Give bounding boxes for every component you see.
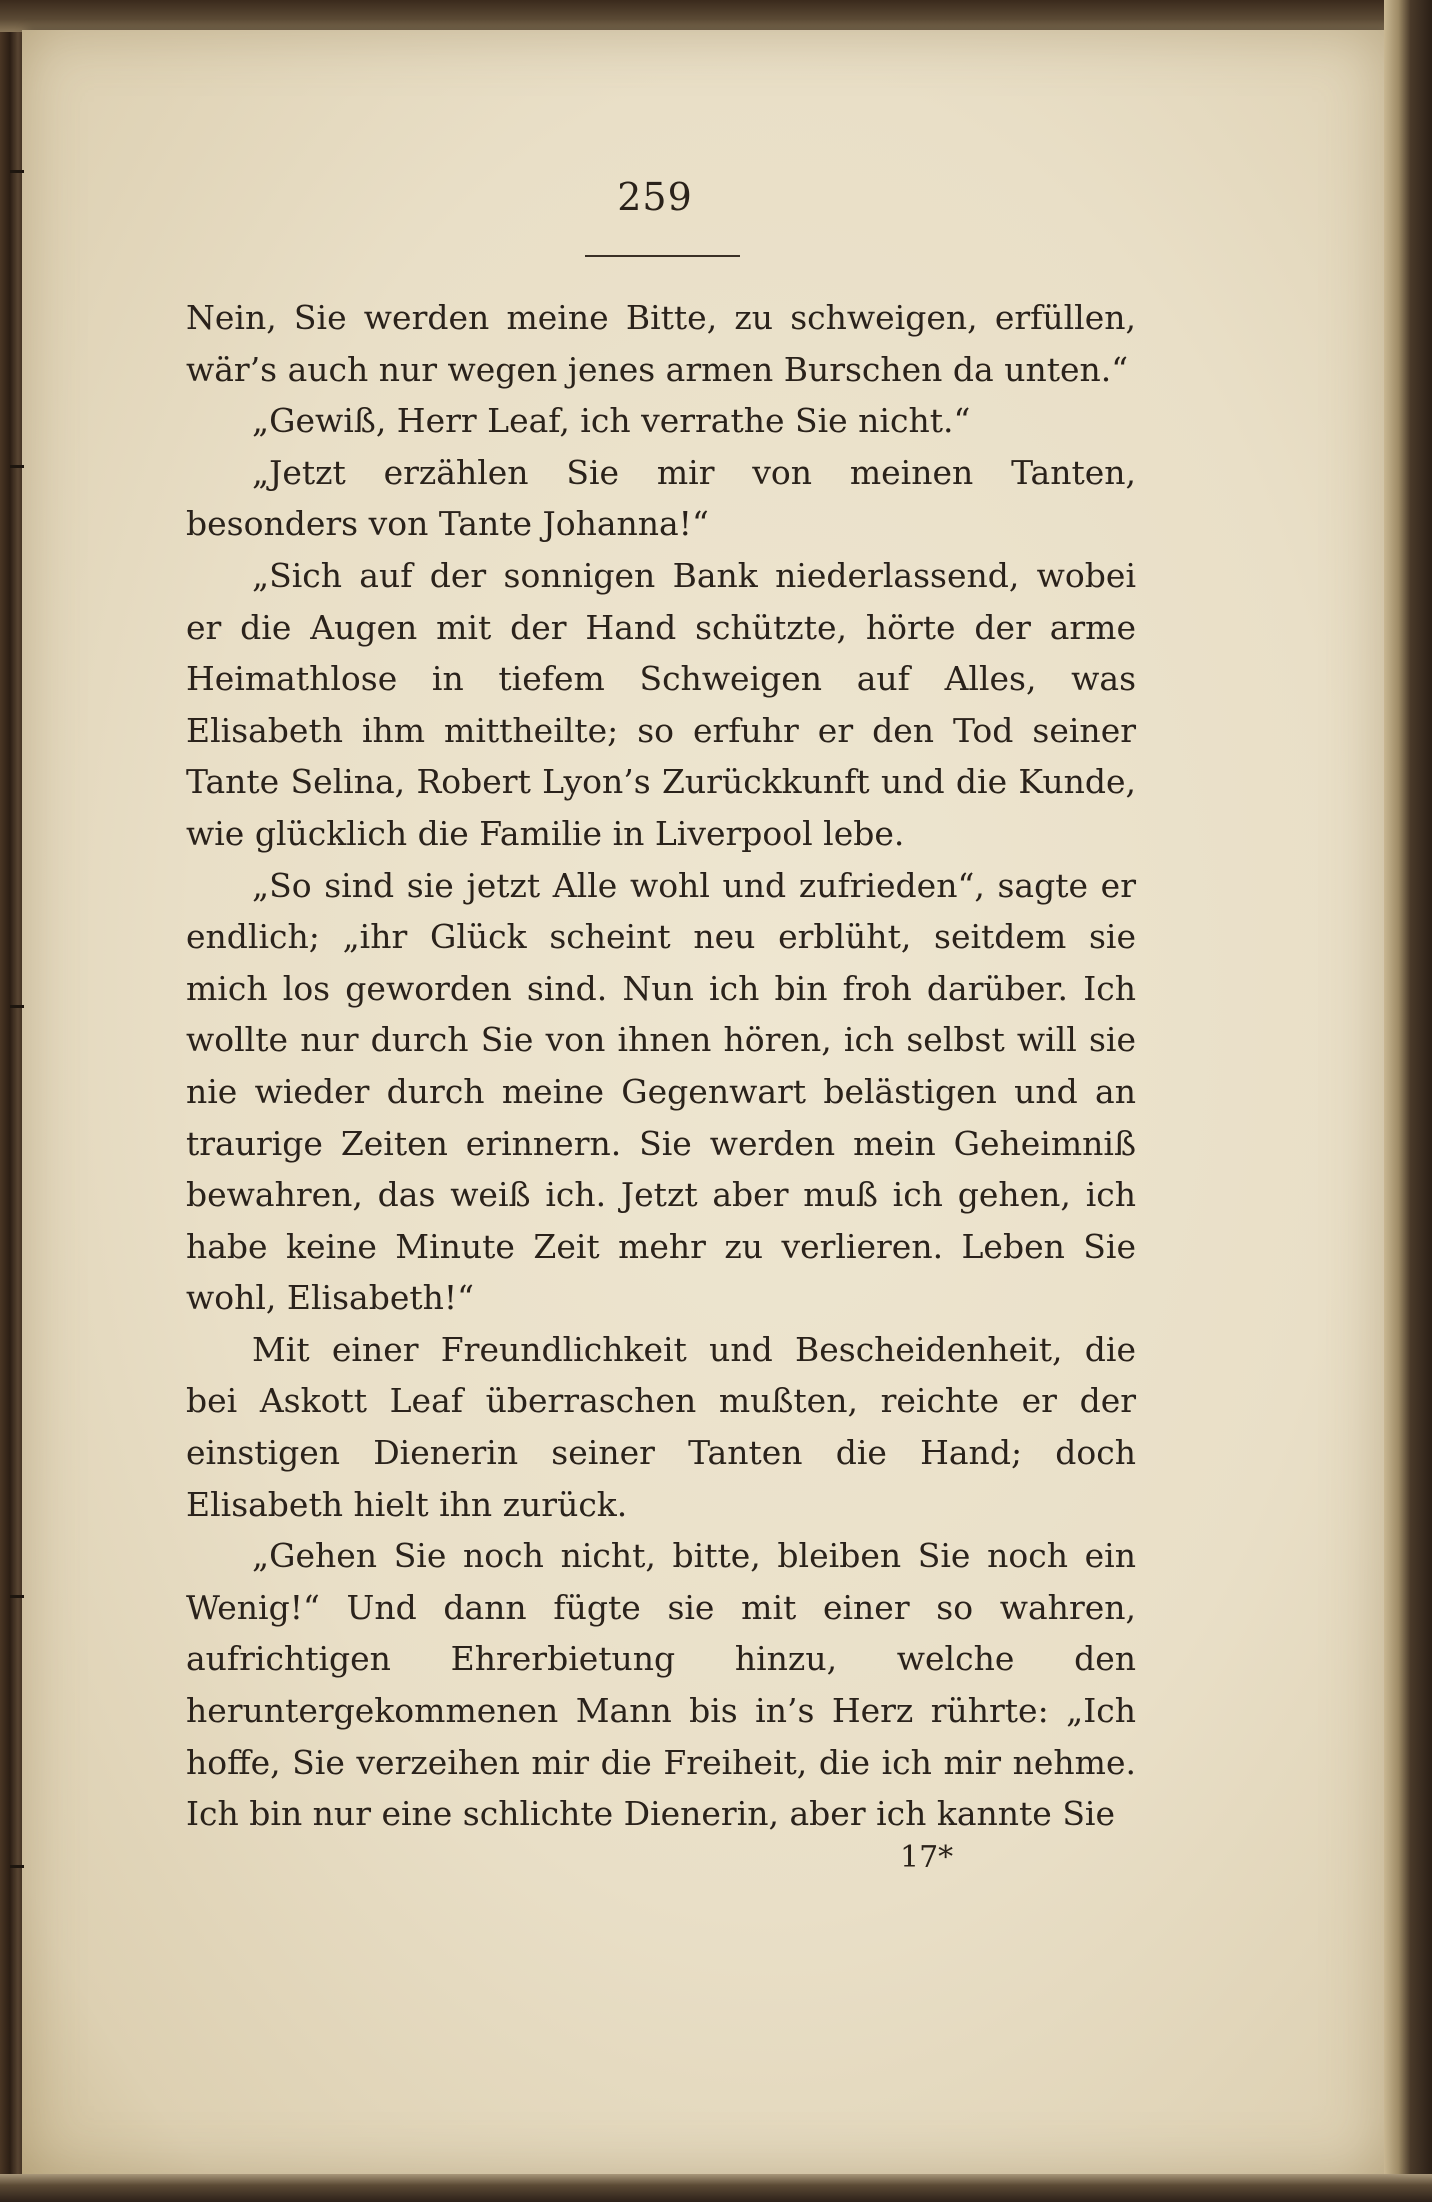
page-number: 259 — [617, 175, 693, 219]
margin-tick-mark — [10, 465, 24, 468]
book-bottom-edge — [0, 2174, 1432, 2202]
book-binding-edge — [1384, 0, 1432, 2202]
paragraph: „So sind sie jetzt Alle wohl und zufrieden“, sagte er endlich; „ihr Glück scheint neu erblüht, seitdem sie mich los geworden sind. Nun ich bin froh darüber. Ich wollte nur durch Sie von ihnen hören, ich selbst will sie nie wieder durch meine Gegenwart belästigen und an traurige Zeiten erinnern. Sie werden mein Geheimniß bewahren, das weiß ich. Jetzt aber muß ich gehen, ich habe keine Minute Zeit mehr zu verlieren. Leben Sie wohl, Elisabeth!“ — [186, 865, 1136, 1318]
paragraph: „Sich auf der sonnigen Bank niederlassend, wobei er die Augen mit der Hand schützte, hörte der arme Heimathlose in tiefem Schweigen auf Alles, was Elisabeth ihm mittheilte; so erfuhr er den Tod seiner Tante Selina, Robert Lyon’s Zurückkunft und die Kunde, wie glücklich die Familie in Liverpool lebe. — [186, 555, 1136, 853]
body-text — [186, 292, 1136, 1840]
signature-mark: 17* — [900, 1840, 954, 1875]
paragraph: „Gewiß, Herr Leaf, ich verrathe Sie nicht.“ — [252, 401, 971, 441]
margin-tick-mark — [10, 1595, 24, 1598]
margin-tick-mark — [10, 1865, 24, 1868]
paragraph: Nein, Sie werden meine Bitte, zu schweigen, erfüllen, wär’s auch nur wegen jenes armen Burschen da unten.“ — [186, 298, 1136, 389]
book-top-edge — [0, 0, 1432, 32]
margin-tick-mark — [10, 1005, 24, 1008]
paragraph: „Jetzt erzählen Sie mir von meinen Tanten, besonders von Tante Johanna!“ — [186, 452, 1136, 544]
margin-tick-mark — [10, 170, 24, 173]
header-rule — [585, 255, 740, 257]
paragraph: „Gehen Sie noch nicht, bitte, bleiben Sie noch ein Wenig!“ Und dann fügte sie mit einer so wahren, aufrichtigen Ehrerbietung hinzu, welche den heruntergekommenen Mann bis in’s Herz rührte: „Ich hoffe, Sie verzeihen mir die Freiheit, die ich mir nehme. Ich bin nur eine schlichte Dienerin, aber ich kannte Sie — [186, 1536, 1136, 1834]
paragraph: Mit einer Freundlichkeit und Bescheidenheit, die bei Askott Leaf überraschen mußten, reichte er der einstigen Dienerin seiner Tanten die Hand; doch Elisabeth hielt ihn zurück. — [186, 1329, 1136, 1524]
